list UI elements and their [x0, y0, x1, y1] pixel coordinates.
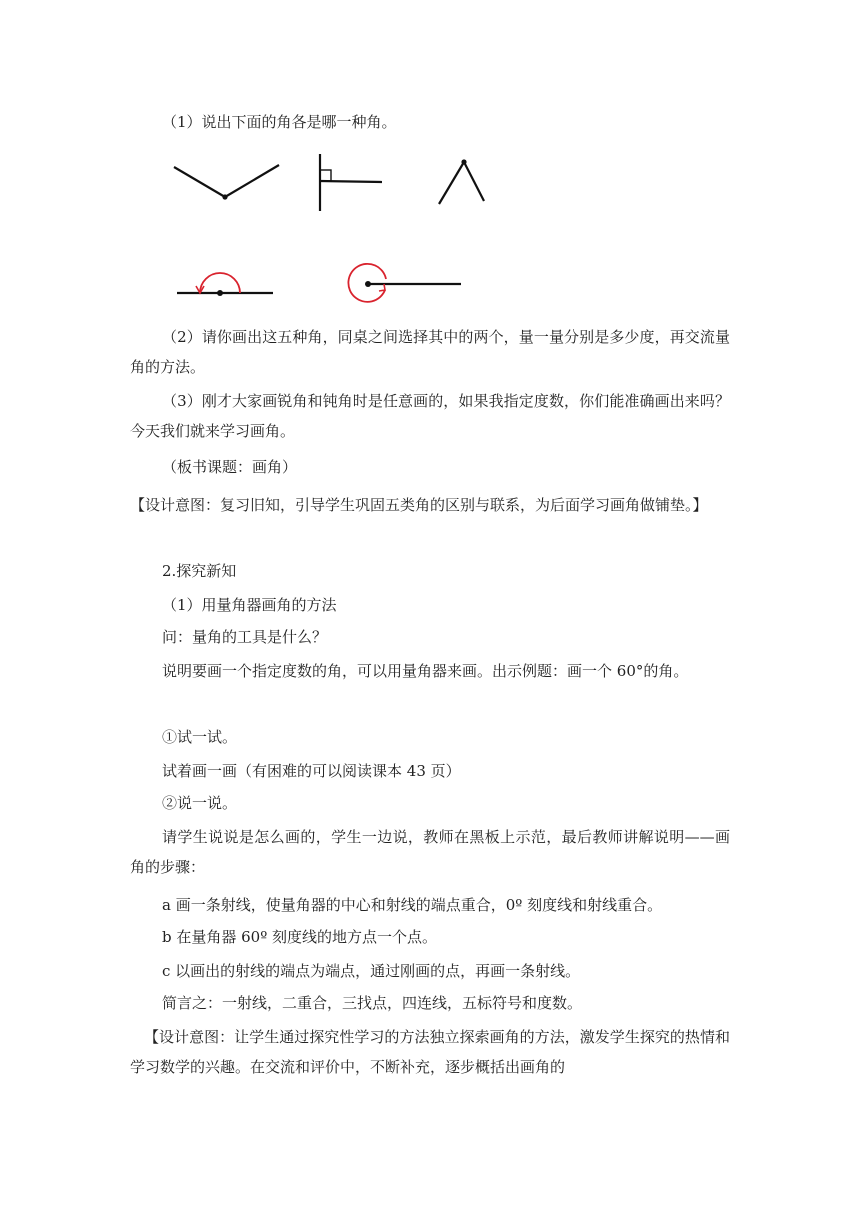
- say-body: 请学生说说是怎么画的，学生一边说，教师在黑板上示范，最后教师讲解说明——画角的步骤：: [130, 828, 730, 876]
- question-3: （3）刚才大家画锐角和钝角时是任意画的，如果我指定度数，你们能准确画出来吗？今天我们就来学习画角。: [130, 392, 730, 440]
- subsection-1-title: （1）用量角器画角的方法: [162, 596, 337, 614]
- try-heading: ①试一试。: [162, 728, 238, 746]
- section-2-title: 2.探究新知: [162, 562, 237, 580]
- right-angle-figure: [320, 154, 382, 211]
- question-2: （2）请你画出这五种角，同桌之间选择其中的两个，量一量分别是多少度，再交流量角的方法。: [130, 328, 730, 376]
- acute-angle-figure: [439, 159, 484, 204]
- design-intent-2: 【设计意图：让学生通过探究性学习的方法独立探索画角的方法，激发学生探究的热情和学习数学的兴趣。在交流和评价中，不断补充，逐步概括出画角的: [130, 1028, 730, 1076]
- design-intent-1: 【设计意图：复习旧知，引导学生巩固五类角的区别与联系，为后面学习画角做铺垫。】: [130, 496, 708, 514]
- angle-figures: [0, 0, 860, 320]
- question-tool: 问：量角的工具是什么？: [162, 628, 328, 646]
- board-title: （板书课题：画角）: [162, 458, 298, 476]
- step-b: b 在量角器 60º 刻度线的地方点一个点。: [162, 928, 438, 946]
- try-body: 试着画一画（有困难的可以阅读课本 43 页）: [162, 762, 461, 780]
- step-a: a 画一条射线，使量角器的中心和射线的端点重合，0º 刻度线和射线重合。: [162, 896, 663, 914]
- summary: 简言之：一射线，二重合，三找点，四连线，五标符号和度数。: [162, 994, 583, 1012]
- step-c: c 以画出的射线的端点为端点，通过刚画的点，再画一条射线。: [162, 962, 581, 980]
- straight-angle-figure: [177, 273, 273, 296]
- obtuse-angle-figure: [174, 165, 279, 200]
- say-heading: ②说一说。: [162, 794, 238, 812]
- explain-example: 说明要画一个指定度数的角，可以用量角器来画。出示例题：画一个 60°的角。: [162, 662, 689, 680]
- full-angle-figure: [348, 264, 461, 302]
- question-1: （1）说出下面的角各是哪一种角。: [162, 113, 397, 131]
